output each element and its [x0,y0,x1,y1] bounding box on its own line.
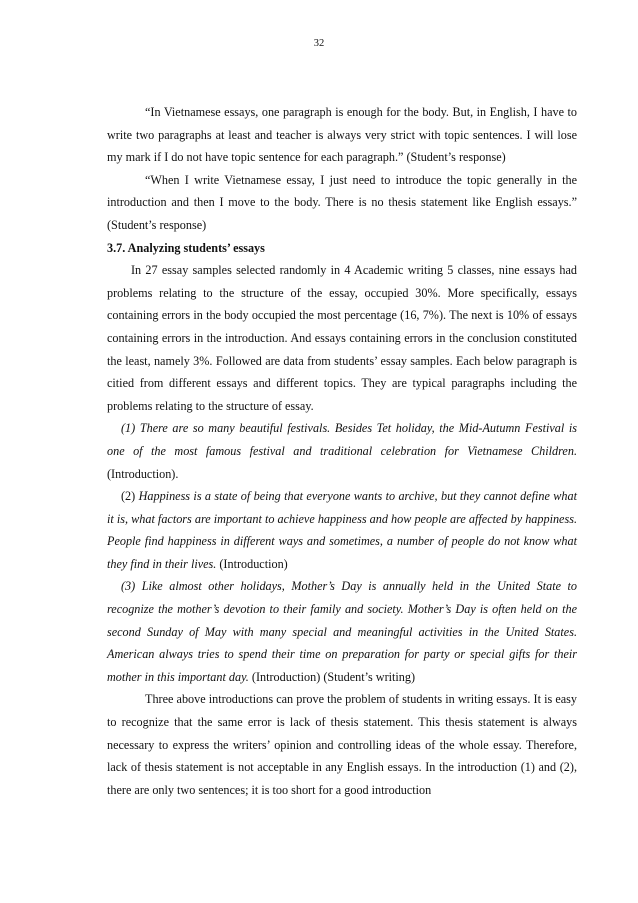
example-2 [107,485,577,575]
example-3-label: (3) [121,579,136,594]
example-1 [107,417,577,485]
example-2-label: (2) [121,489,136,504]
page-body [107,101,577,801]
page-number: 32 [313,38,325,49]
example-3 [107,575,577,688]
example-1-text: There are so many beautiful festivals. Besides Tet holiday, the Mid-Autumn Festival is one of the most famous festival and traditional celebration for Vietnamese Children. [107,421,578,458]
example-1-label: (1) [121,421,136,436]
analysis-paragraph: In 27 essay samples selected randomly in 4 Academic writing 5 classes, nine essays had problems relating to the structure of the essay, occupied 30%. More specifically, essays containing errors in the body occupied the most percentage (16, 7%). The next is 10% of essays containing errors in the introduction. And essays containing errors in the conclusion constituted the least, namely 3%. Followed are data from students’ essay samples. Each below paragraph is citied from different essays and different topics. They are typical paragraphs including the problems relating to the structure of essay. [107,263,577,413]
section-heading: 3.7. Analyzing students’ essays [107,240,265,255]
student-quote-1: “In Vietnamese essays, one paragraph is enough for the body. But, in English, I have to write two paragraphs at least and teacher is always very strict with topic sentences. I will lose my mark if I do not have topic sentence for each paragraph.” (Student’s response) [107,105,577,165]
example-2-tag: (Introduction) [219,556,288,571]
example-1-tag: (Introduction). [107,466,179,481]
example-3-tag: (Introduction) (Student’s writing) [251,669,416,684]
conclusion-paragraph: Three above introductions can prove the problem of students in writing essays. It is easy to recognize that the same error is lack of thesis statement. This thesis statement is always necessary to express the writers’ opinion and controlling ideas of the whole essay. Therefore, lack of thesis statement is not acceptable in any English essays. In the introduction (1) and (2), there are only two sentences; it is too short for a good introduction [107,692,577,797]
student-quote-2: “When I write Vietnamese essay, I just need to introduce the topic generally in the introduction and then I move to the body. There is no thesis statement like English essays.” (Student’s response) [107,172,577,232]
example-2-text: Happiness is a state of being that everyone wants to archive, but they cannot define what it is, what factors are important to achieve happiness and how people are affected by happiness. People find happiness in different ways and sometimes, a number of people do not know what they find in their lives. [107,489,577,571]
example-3-text: Like almost other holidays, Mother’s Day is annually held in the United State to recognize the mother’s devotion to their family and society. Mother’s Day is often held on the second Sunday of May with many special and meaningful activities in the United States. American always tries to spend their time on preparation for party or special gifts for their mother in this important day. [107,579,577,684]
